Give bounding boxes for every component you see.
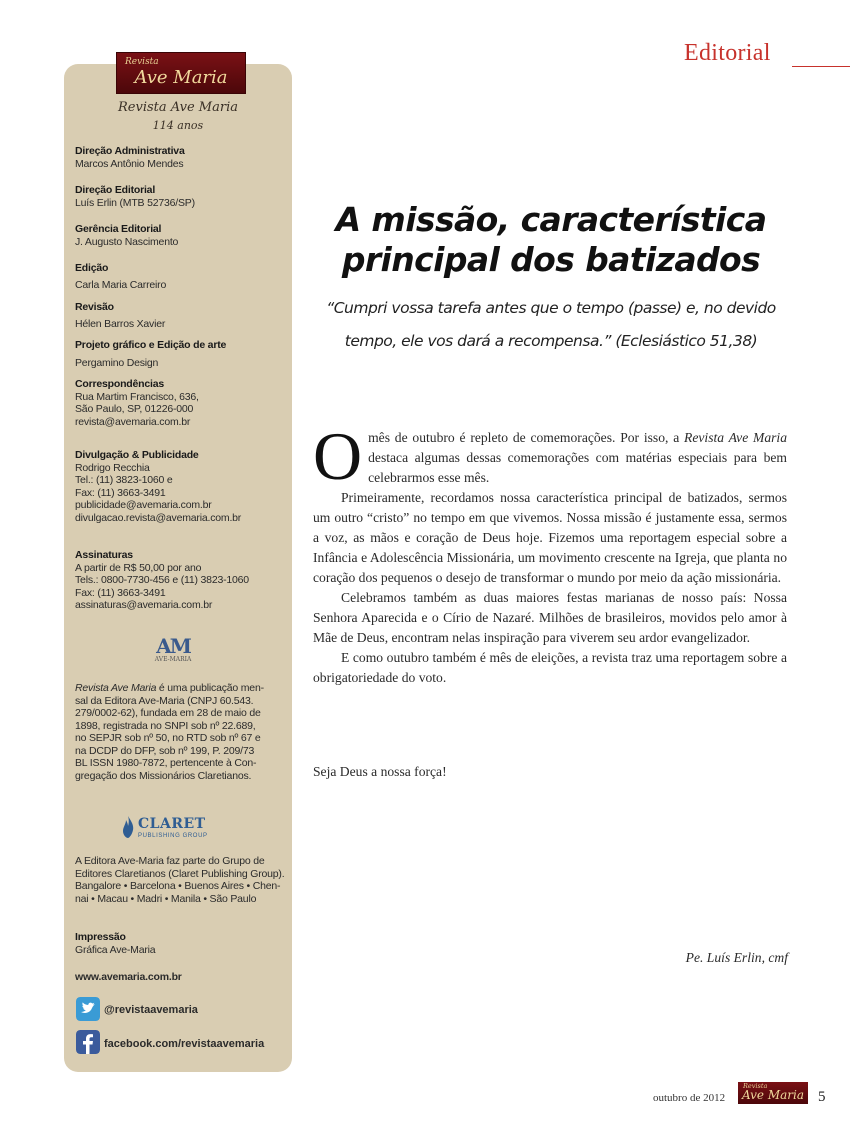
block-heading: Edição <box>75 262 109 274</box>
headline-line: A missão, característica <box>335 200 767 239</box>
paragraph-3: Celebramos também as duas maiores festas marianas de nosso país: Nossa Senhora Aparecida e o Círio de Nazaré. Milhões de brasileiros, movidos pelo amor à Mãe de Deus, encontram nelas inspiração para viverem seu ardor evangelizador. <box>313 590 787 645</box>
block-line: revista@avemaria.com.br <box>75 415 191 428</box>
block-line: Pergamino Design <box>75 356 159 369</box>
headline-line: principal dos batizados <box>341 240 761 279</box>
block-heading: Projeto gráfico e Edição de arte <box>75 339 227 351</box>
article-body <box>313 418 788 688</box>
block-line: São Paulo, SP, 01226-000 <box>75 403 194 415</box>
claret-note-line: A Editora Ave-Maria faz parte do Grupo de <box>75 855 265 867</box>
note-line: gregação dos Missionários Claretianos. <box>75 769 252 782</box>
twitter-icon[interactable] <box>76 997 100 1021</box>
am-logo-mark: AM <box>156 634 190 658</box>
epigraph-line: “Cumpri vossa tarefa antes que o tempo (passe) e, no devido <box>326 299 776 317</box>
epigraph-line: tempo, ele vos dará a recompensa.” (Eclesiástico 51,38) <box>344 332 758 350</box>
claret-note-line: Bangalore • Barcelona • Buenos Aires • Chen- <box>75 880 281 892</box>
claret-note-line: Editores Claretianos (Claret Publishing Group). <box>75 867 285 880</box>
block-line: Rua Martim Francisco, 636, <box>75 390 199 403</box>
magazine-logo <box>116 52 246 94</box>
author-signature: Pe. Luís Erlin, cmf <box>685 950 788 965</box>
masthead-block-edicao <box>75 262 287 291</box>
block-heading: Direção Administrativa <box>75 145 185 157</box>
article-headline <box>318 200 784 280</box>
block-line: publicidade@avemaria.com.br <box>75 499 212 511</box>
note-italic-title: Revista Ave Maria <box>75 682 157 694</box>
masthead-block-direcao-administrativa <box>75 145 287 170</box>
masthead-block-direcao-editorial <box>75 184 287 209</box>
claret-sub: PUBLISHING GROUP <box>138 833 208 839</box>
flame-icon <box>122 816 134 838</box>
footer-logo-big: Ave Maria <box>741 1088 805 1102</box>
masthead-years: 114 anos <box>152 119 204 132</box>
note-line: na DCDP do DFP, sob nº 199, P. 209/73 <box>75 744 255 757</box>
publication-note <box>75 682 287 782</box>
block-line: Gráfica Ave-Maria <box>75 943 156 956</box>
logo-small-text: Revista <box>125 57 159 67</box>
block-line: J. Augusto Nascimento <box>75 235 179 248</box>
website-link[interactable]: www.avemaria.com.br <box>75 971 182 983</box>
article-epigraph <box>300 292 802 358</box>
footer-logo <box>738 1082 808 1104</box>
block-line: divulgacao.revista@avemaria.com.br <box>75 511 242 524</box>
note-line: 1898, registrada no SNPI sob nº 22.689, <box>75 719 256 732</box>
drop-cap: O <box>313 418 363 494</box>
block-line: Fax: (11) 3663-3491 <box>75 586 166 599</box>
closing-line: Seja Deus a nossa força! <box>313 764 447 779</box>
facebook-link[interactable]: facebook.com/revistaavemaria <box>104 1038 265 1050</box>
note-line: no SEPJR sob nº 50, no RTD sob nº 67 e <box>75 732 261 744</box>
am-logo-label: AVE-MARIA <box>154 656 192 663</box>
p1-text: mês de outubro é repleto de comemorações. Por isso, a <box>368 430 685 445</box>
block-line: Tels.: 0800-7730-456 e (11) 3823-1060 <box>75 574 249 586</box>
page-number: 5 <box>818 1089 826 1105</box>
block-heading: Revisão <box>75 301 114 313</box>
block-line: Fax: (11) 3663-3491 <box>75 486 166 499</box>
block-heading: Correspondências <box>75 378 164 390</box>
paragraph-1 <box>313 418 788 494</box>
section-title: Editorial <box>684 40 771 66</box>
block-line: Marcos Antônio Mendes <box>75 157 184 170</box>
p1-text: destaca algumas dessas comemorações com matérias especiais para bem celebrarmos esse mês. <box>368 450 787 485</box>
block-heading: Impressão <box>75 931 126 943</box>
paragraph-4: E como outubro também é mês de eleições, a revista traz uma reportagem sobre a obrigatoriedade do voto. <box>313 650 787 685</box>
block-heading: Divulgação & Publicidade <box>75 449 199 461</box>
masthead-block-revisao <box>75 301 287 330</box>
footer-logo-small: Revista <box>743 1082 768 1090</box>
claret-name: CLARET <box>138 816 206 832</box>
facebook-icon[interactable] <box>76 1030 100 1054</box>
masthead-block-impressao <box>75 931 287 956</box>
masthead-block-gerencia-editorial <box>75 223 287 248</box>
block-line: A partir de R$ 50,00 por ano <box>75 561 202 574</box>
section-rule <box>792 66 850 67</box>
claret-note <box>75 855 287 905</box>
twitter-handle[interactable]: @revistaavemaria <box>104 1004 198 1016</box>
block-heading: Assinaturas <box>75 549 133 561</box>
footer-date: outubro de 2012 <box>653 1092 726 1104</box>
ave-maria-publisher-logo <box>150 634 196 663</box>
block-heading: Gerência Editorial <box>75 223 162 235</box>
logo-big-text: Ave Maria <box>134 67 228 88</box>
paragraph-2: Primeiramente, recordamos nossa característica principal de batizados, sermos um outro “cristo” no tempo em que vivemos. Nossa missão é justamente essa, sermos a voz, as mãos e coração de Deus hoje. Fizemos uma reportagem especial sobre a Infância e Adolescência Missionária, um movimento crescente na Igreja, que planta no coração dos pequenos o desejo de transformar o mundo por meio da ação missionária. <box>313 490 787 585</box>
masthead-title: Revista Ave Maria <box>118 100 238 115</box>
masthead-block-divulgacao <box>75 449 287 524</box>
magazine-name: Revista Ave Maria <box>684 430 788 445</box>
block-line: Carla Maria Carreiro <box>75 278 167 291</box>
masthead-block-correspondencias <box>75 378 287 428</box>
masthead-block-projeto-grafico <box>75 339 287 369</box>
block-line: assinaturas@avemaria.com.br <box>75 599 213 611</box>
note-line: BL ISSN 1980-7872, pertencente à Con- <box>75 757 257 769</box>
block-line: Luís Erlin (MTB 52736/SP) <box>75 196 195 209</box>
block-line: Rodrigo Recchia <box>75 461 150 474</box>
note-line: é uma publicação men- <box>156 682 264 694</box>
note-line: 279/0002-62), fundada em 28 de maio de <box>75 707 261 719</box>
block-heading: Direção Editorial <box>75 184 156 196</box>
masthead-block-assinaturas <box>75 549 287 612</box>
block-line: Tel.: (11) 3823-1060 e <box>75 474 173 486</box>
section-header <box>684 40 771 67</box>
claret-note-line: nai • Macau • Madri • Manila • São Paulo <box>75 892 257 905</box>
note-line: sal da Editora Ave-Maria (CNPJ 60.543. <box>75 694 254 707</box>
block-line: Hélen Barros Xavier <box>75 317 166 330</box>
